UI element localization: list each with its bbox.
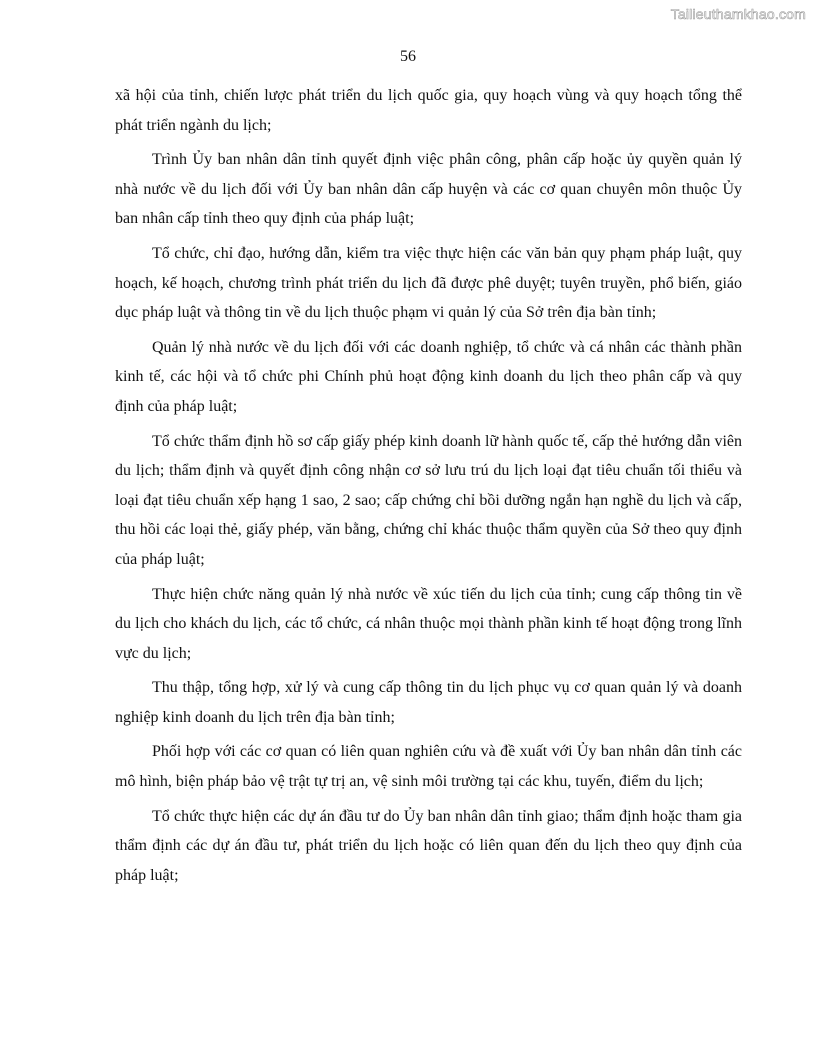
paragraph: Phối hợp với các cơ quan có liên quan nghiên cứu và đề xuất với Ủy ban nhân dân tỉnh các mô hình, biện pháp bảo vệ trật tự trị an, vệ sinh môi trường tại các khu, tuyến, điểm du lịch; <box>115 743 742 791</box>
paragraph: xã hội của tỉnh, chiến lược phát triển du lịch quốc gia, quy hoạch vùng và quy hoạch tổng thể phát triển ngành du lịch; <box>115 87 742 134</box>
paragraph: Tổ chức thẩm định hồ sơ cấp giấy phép kinh doanh lữ hành quốc tế, cấp thẻ hướng dẫn viên du lịch; thẩm định và quyết định công nhận cơ sở lưu trú du lịch loại đạt tiêu chuẩn tối thiểu và loại đạt tiêu chuẩn xếp hạng 1 sao, 2 sao; cấp chứng chỉ bồi dưỡng ngắn hạn nghề du lịch và cấp, thu hồi các loại thẻ, giấy phép, văn bằng, chứng chỉ khác thuộc thẩm quyền của Sở theo quy định của pháp luật; <box>115 432 742 568</box>
paragraph: Trình Ủy ban nhân dân tỉnh quyết định việc phân công, phân cấp hoặc ủy quyền quản lý nhà nước về du lịch đối với Ủy ban nhân dân cấp huyện và các cơ quan chuyên môn thuộc Ủy ban nhân cấp tỉnh theo quy định của pháp luật; <box>115 151 742 228</box>
document-body <box>115 81 742 895</box>
paragraph: Quản lý nhà nước về du lịch đối với các doanh nghiệp, tổ chức và cá nhân các thành phần kinh tế, các hội và tổ chức phi Chính phủ hoạt động kinh doanh du lịch theo phân cấp và quy định của pháp luật; <box>115 338 742 415</box>
paragraph: Tổ chức thực hiện các dự án đầu tư do Ủy ban nhân dân tỉnh giao; thẩm định hoặc tham gia thẩm định các dự án đầu tư, phát triển du lịch hoặc có liên quan đến du lịch theo quy định của pháp luật; <box>115 807 742 884</box>
page-number: 56 <box>400 48 416 65</box>
paragraph: Thu thập, tổng hợp, xử lý và cung cấp thông tin du lịch phục vụ cơ quan quản lý và doanh nghiệp kinh doanh du lịch trên địa bàn tỉnh; <box>115 679 742 726</box>
watermark-text: Tailieuthamkhao.com <box>670 6 806 22</box>
paragraph: Thực hiện chức năng quản lý nhà nước về xúc tiến du lịch của tỉnh; cung cấp thông tin về du lịch cho khách du lịch, các tổ chức, cá nhân thuộc mọi thành phần kinh tế hoạt động trong lĩnh vực du lịch; <box>115 585 742 662</box>
paragraph: Tổ chức, chỉ đạo, hướng dẫn, kiểm tra việc thực hiện các văn bản quy phạm pháp luật, quy hoạch, kế hoạch, chương trình phát triển du lịch đã được phê duyệt; tuyên truyền, phổ biến, giáo dục pháp luật và thông tin về du lịch thuộc phạm vi quản lý của Sở trên địa bàn tỉnh; <box>115 244 742 322</box>
